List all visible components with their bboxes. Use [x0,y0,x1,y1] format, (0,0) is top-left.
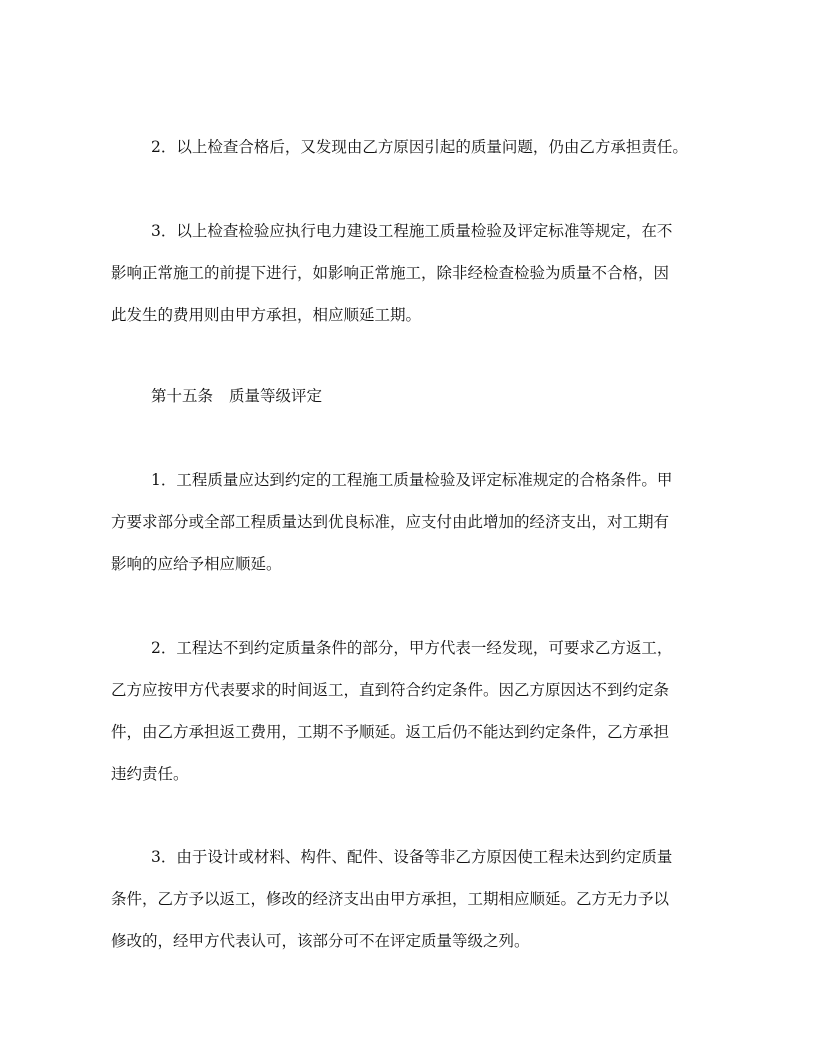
paragraph-line: 件，由乙方承担返工费用，工期不予顺延。返工后仍不能达到约定条件，乙方承担 [111,723,670,741]
paragraph-line: 方要求部分或全部工程质量达到优良标准，应支付由此增加的经济支出，对工期有 [111,513,670,531]
paragraph-2-rework [111,627,701,795]
paragraph-line: 2．以上检查合格后，又发现由乙方原因引起的质量问题，仍由乙方承担责任。 [151,138,688,156]
paragraph-1-quality-standard [111,459,701,585]
paragraph-line: 条件，乙方予以返工，修改的经济支出由甲方承担，工期相应顺延。乙方无力予以 [111,890,670,908]
article-number: 第十五条 [151,387,214,405]
paragraph-line: 修改的，经甲方代表认可，该部分可不在评定质量等级之列。 [111,932,530,950]
paragraph-line: 此发生的费用则由甲方承担，相应顺延工期。 [111,306,422,324]
paragraph-line: 影响正常施工的前提下进行，如影响正常施工，除非经检查检验为质量不合格，因 [111,264,670,282]
paragraph-line: 2．工程达不到约定质量条件的部分，甲方代表一经发现，可要求乙方返工， [151,639,673,657]
paragraph-line: 违约责任。 [111,765,189,783]
paragraph-line: 影响的应给予相应顺延。 [111,555,282,573]
paragraph-line: 3．由于设计或材料、构件、配件、设备等非乙方原因使工程未达到约定质量 [151,848,673,866]
article-heading [111,375,701,417]
paragraph-3-inspection-standards [111,210,701,336]
paragraph-line: 1．工程质量应达到约定的工程施工质量检验及评定标准规定的合格条件。甲 [151,471,673,489]
paragraph-line: 乙方应按甲方代表要求的时间返工，直到符合约定条件。因乙方原因达不到约定条 [111,681,670,699]
paragraph-3-design-defects [111,836,701,962]
paragraph-2-liability [111,126,701,168]
article-title: 质量等级评定 [229,387,323,405]
paragraph-line: 3．以上检查检验应执行电力建设工程施工质量检验及评定标准等规定，在不 [151,222,673,240]
